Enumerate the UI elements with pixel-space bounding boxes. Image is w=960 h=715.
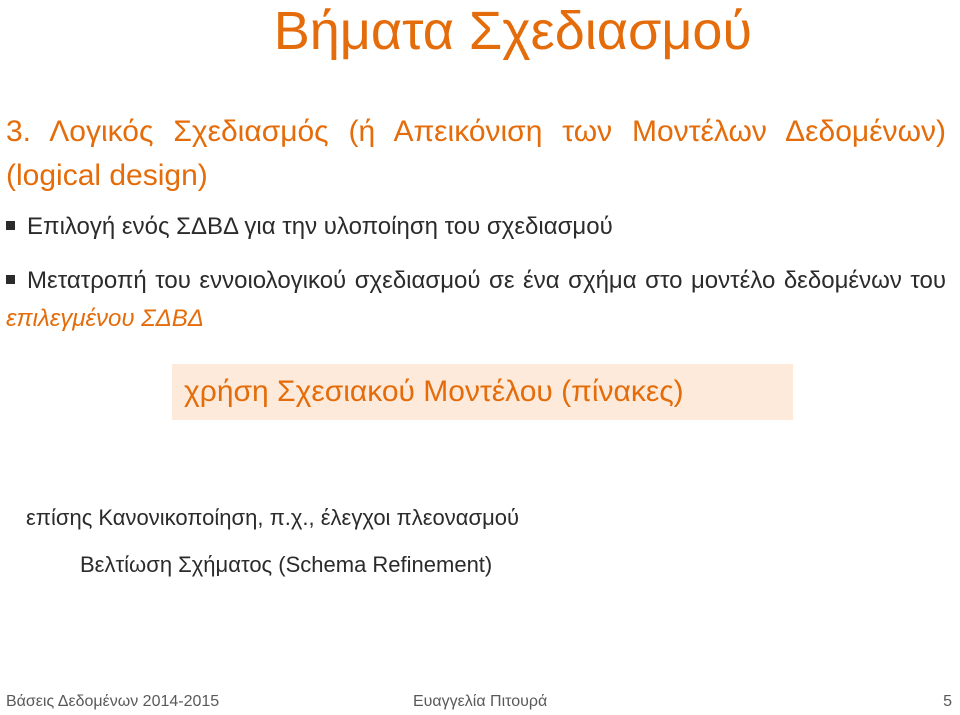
bullet-text-2: Μετατροπή του εννοιολογικού σχεδιασμού σε ένα σχήμα στο μοντέλο δεδομένων του bbox=[27, 267, 946, 294]
bullet-item-2 bbox=[6, 262, 946, 338]
square-bullet-icon bbox=[6, 275, 15, 284]
normalization-note: επίσης Κανονικοποίηση, π.χ., έλεγχοι πλεονασμού bbox=[26, 505, 520, 530]
highlighted-callout: χρήση Σχεσιακού Μοντέλου (πίνακες) bbox=[172, 364, 793, 420]
footer-author: Ευαγγελία Πιτουρά bbox=[413, 693, 548, 710]
slide-title: Βήματα Σχεδιασμού bbox=[273, 1, 752, 61]
bullet-text-1: Επιλογή ενός ΣΔΒΔ για την υλοποίηση του σχεδιασμού bbox=[27, 213, 613, 240]
footer-course: Βάσεις Δεδομένων 2014-2015 bbox=[6, 693, 220, 710]
bullet-item-1 bbox=[6, 208, 613, 246]
footer-page-number: 5 bbox=[943, 693, 952, 710]
bullet-emphasis: επιλεγμένου ΣΔΒΔ bbox=[6, 305, 204, 332]
slide-subtitle: 3. Λογικός Σχεδιασμός (ή Απεικόνιση των Μοντέλων Δεδομένων) (logical design) bbox=[6, 115, 946, 192]
square-bullet-icon bbox=[6, 221, 15, 230]
schema-refinement-note: Βελτίωση Σχήματος (Schema Refinement) bbox=[80, 552, 493, 577]
